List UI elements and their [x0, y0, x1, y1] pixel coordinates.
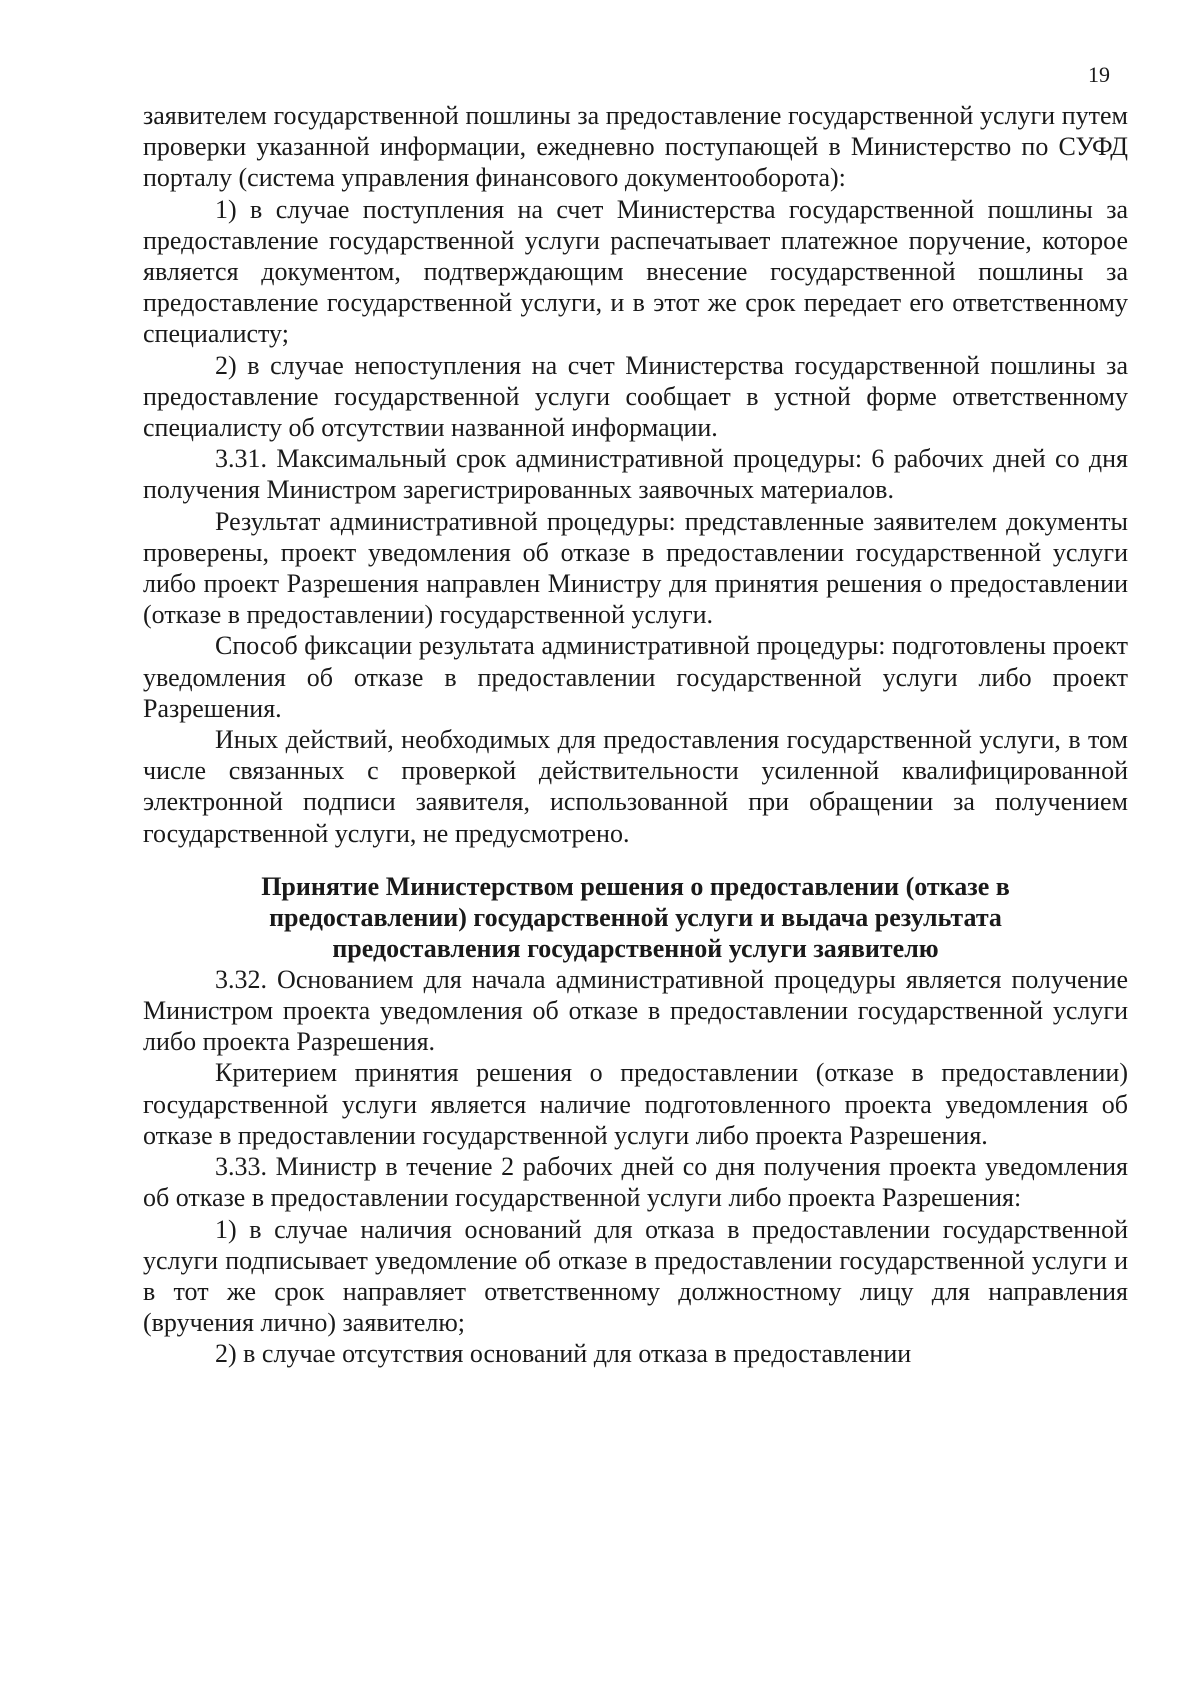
paragraph-continuation: заявителем государственной пошлины за предоставление государственной услуги путем проверки указанной информации, ежедневно поступающей в Министерство по СУФД порталу (система управления финансового документооборота): — [143, 101, 1128, 193]
paragraph-criterion: Критерием принятия решения о предоставлении (отказе в предоставлении) государственной услуги является наличие подготовленного проекта уведомления об отказе в предоставлении государственной услуги либо проекта Разрешения. — [143, 1058, 1128, 1150]
section-heading-line-1: Принятие Министерством решения о предоставлении (отказе в — [261, 871, 1010, 901]
paragraph-fixation: Способ фиксации результата административной процедуры: подготовлены проект уведомления об отказе в предоставлении государственной услуги либо проект Разрешения. — [143, 631, 1128, 723]
paragraph-3-33: 3.33. Министр в течение 2 рабочих дней со дня получения проекта уведомления об отказе в предоставлении государственной услуги либо проекта Разрешения: — [143, 1152, 1128, 1213]
paragraph-item-1-refusal: 1) в случае наличия оснований для отказа в предоставлении государственной услуги подписывает уведомление об отказе в предоставлении государственной услуги и в тот же срок направляет ответственному должностному лицу для направления (вручения лично) заявителю; — [143, 1214, 1128, 1338]
page-number: 19 — [1088, 62, 1110, 87]
document-body — [143, 100, 1128, 1370]
section-heading-line-2: предоставлении) государственной услуги и выдача результата — [269, 902, 1002, 932]
paragraph-item-2-no-grounds: 2) в случае отсутствия оснований для отказа в предоставлении — [215, 1339, 912, 1369]
paragraph-3-31: 3.31. Максимальный срок административной процедуры: 6 рабочих дней со дня получения Министром зарегистрированных заявочных материалов. — [143, 444, 1128, 505]
paragraph-item-1: 1) в случае поступления на счет Министерства государственной пошлины за предоставление государственной услуги распечатывает платежное поручение, которое является документом, подтверждающим внесение государственной пошлины за предоставление государственной услуги, и в этот же срок передает его ответственному специалисту; — [143, 194, 1128, 349]
paragraph-item-2: 2) в случае непоступления на счет Министерства государственной пошлины за предоставление государственной услуги сообщает в устной форме ответственному специалисту об отсутствии названной информации. — [143, 350, 1128, 443]
paragraph-result: Результат административной процедуры: представленные заявителем документы проверены, проект уведомления об отказе в предоставлении государственной услуги либо проект Разрешения направлен Министру для принятия решения о предоставлении (отказе в предоставлении) государственной услуги. — [143, 506, 1128, 630]
section-heading-line-3: предоставления государственной услуги заявителю — [332, 933, 939, 963]
paragraph-3-32: 3.32. Основанием для начала административной процедуры является получение Министром проекта уведомления об отказе в предоставлении государственной услуги либо проекта Разрешения. — [143, 964, 1128, 1057]
section-heading — [143, 871, 1128, 964]
paragraph-other-actions: Иных действий, необходимых для предоставления государственной услуги, в том числе связанных с проверкой действительности усиленной квалифицированной электронной подписи заявителя, использованной при обращении за получением государственной услуги, не предусмотрено. — [143, 725, 1128, 848]
